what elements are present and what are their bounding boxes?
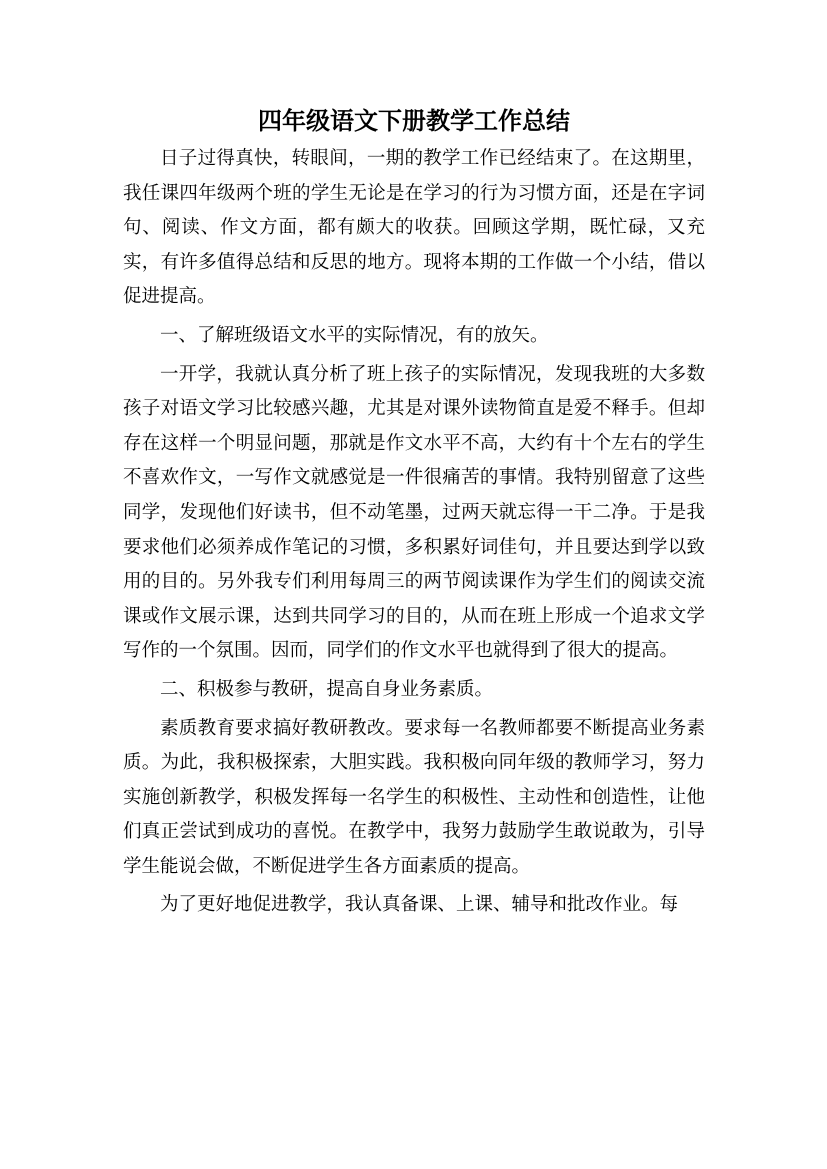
paragraph-section-1: 一开学，我就认真分析了班上孩子的实际情况，发现我班的大多数孩子对语文学习比较感兴趣，尤其是对课外读物简直是爱不释手。但却存在这样一个明显问题，那就是作文水平不高，大约有十个左右的学生不喜欢作文，一写作文就感觉是一件很痛苦的事情。我特别留意了这些同学，发现他们好读书，但不动笔墨，过两天就忘得一干二净。于是我要求他们必须养成作笔记的习惯，多积累好词佳句，并且要达到学以致用的目的。另外我专们利用每周三的两节阅读课作为学生们的阅读交流课或作文展示课，达到共同学习的目的，从而在班上形成一个追求文学写作的一个氛围。因而，同学们的作文水平也就得到了很大的提高。 bbox=[123, 363, 705, 662]
section-heading-2: 二、积极参与教研，提高自身业务素质。 bbox=[160, 678, 494, 700]
paragraph-section-2: 素质教育要求搞好教研教改。要求每一名教师都要不断提高业务素质。为此，我积极探索，大胆实践。我积极向同年级的教师学习，努力实施创新教学，积极发挥每一名学生的积极性、主动性和创造性，让他们真正尝试到成功的喜悦。在教学中，我努力鼓励学生敢说敢为，引导学生能说会做，不断促进学生各方面素质的提高。 bbox=[123, 717, 705, 877]
paragraph-section-2-continued: 为了更好地促进教学，我认真备课、上课、辅导和批改作业。每 bbox=[160, 894, 679, 916]
section-heading-1: 一、了解班级语文水平的实际情况，有的放矢。 bbox=[160, 324, 549, 346]
paragraph-intro: 日子过得真快，转眼间，一期的教学工作已经结束了。在这期里，我任课四年级两个班的学生无论是在学习的行为习惯方面，还是在字词句、阅读、作文方面，都有颇大的收获。回顾这学期，既忙碌，又充实，有许多值得总结和反思的地方。现将本期的工作做一个小结，借以促进提高。 bbox=[123, 148, 705, 308]
document-title: 四年级语文下册教学工作总结 bbox=[258, 106, 570, 135]
document-page bbox=[123, 103, 705, 927]
